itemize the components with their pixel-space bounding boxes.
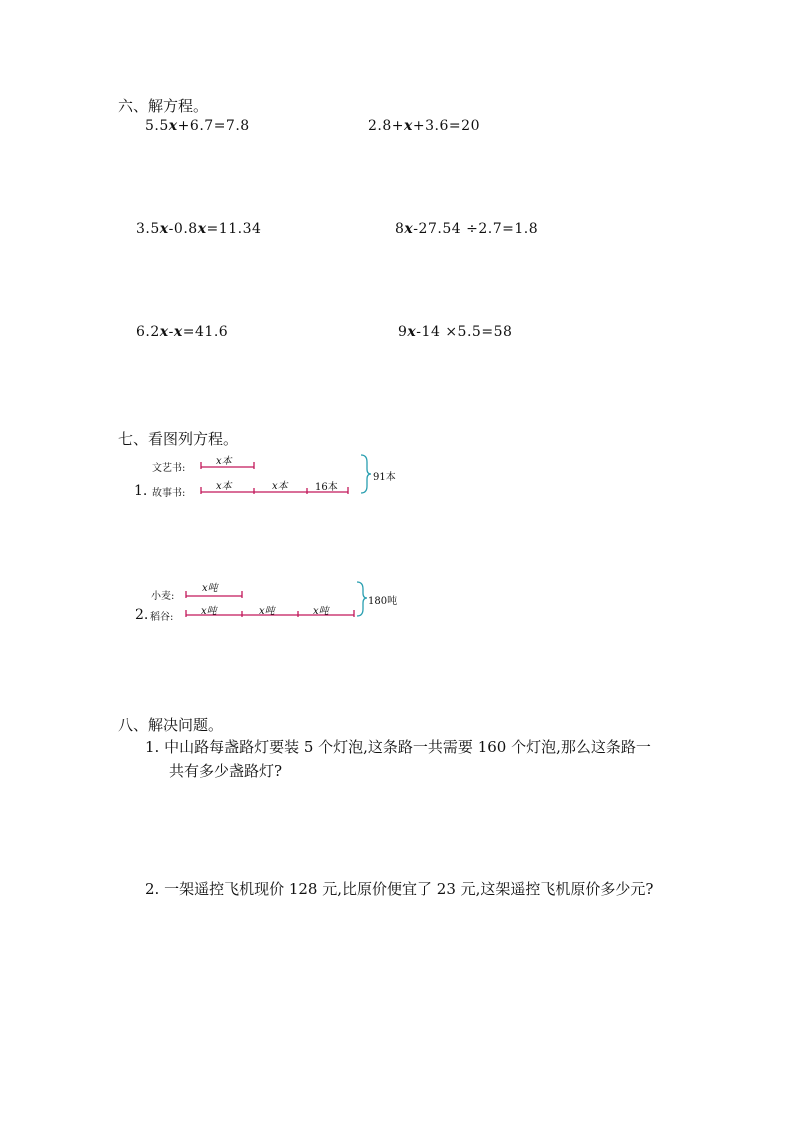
problem-2: 2. 一架遥控飞机现价 128 元,比原价便宜了 23 元,这架遥控飞机原价多少元?	[145, 880, 654, 898]
diagram2-row1-label: 小麦:	[151, 591, 175, 602]
diagram1-segment-c-label: 16本	[315, 482, 338, 493]
equation-1: 5.5x+6.7=7.8	[145, 118, 250, 134]
equation-4: 8x-27.54 ÷2.7=1.8	[395, 221, 539, 237]
diagram2-segment-a-label: x吨	[201, 606, 217, 617]
equation-2: 2.8+x+3.6=20	[368, 118, 480, 134]
section6-heading: 六、解方程。	[118, 97, 209, 115]
problem-1-line-2: 共有多少盏路灯?	[169, 762, 283, 780]
diagram1-segment-b-label: x本	[272, 481, 288, 492]
diagram1-total-label: 91本	[373, 472, 396, 483]
equation-3: 3.5x-0.8x=11.34	[136, 221, 262, 237]
diagram2-row2-label: 稻谷:	[150, 612, 174, 623]
diagram2-brace	[357, 582, 367, 616]
equation-6: 9x-14 ×5.5=58	[398, 324, 513, 340]
equation-5: 6.2x-x=41.6	[136, 324, 229, 340]
diagram2-top-segment-label: x吨	[202, 583, 218, 594]
section7-heading: 七、看图列方程。	[118, 430, 239, 448]
diagram2-segment-c-label: x吨	[313, 606, 329, 617]
diagram1-row1-label: 文艺书:	[152, 463, 186, 474]
diagram1-row2-label: 故事书:	[152, 488, 186, 499]
diagram2-total-label: 180吨	[368, 596, 398, 607]
diagram2-number: 2.	[135, 607, 149, 623]
section8-heading: 八、解决问题。	[118, 716, 224, 734]
diagram1-number: 1.	[134, 483, 148, 499]
diagram1-top-segment-label: x本	[216, 456, 232, 467]
diagram1-segment-a-label: x本	[216, 481, 232, 492]
diagram2-segment-b-label: x吨	[259, 606, 275, 617]
problem-1-line-1: 1. 中山路每盏路灯要装 5 个灯泡,这条路一共需要 160 个灯泡,那么这条路一	[145, 738, 651, 756]
